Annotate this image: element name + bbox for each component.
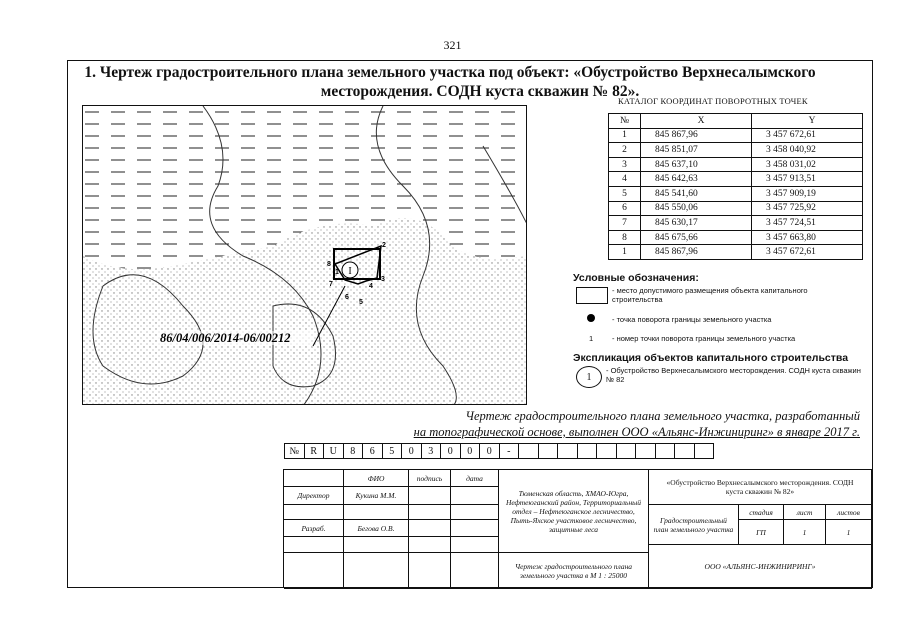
table-row — [609, 143, 863, 158]
drawing-name: Чертеж градостроительного плана земельного участка в М 1 : 25000 — [499, 553, 649, 589]
registration-cell — [519, 444, 539, 459]
registration-cell — [538, 444, 558, 459]
table-cell: 845 630,17 — [641, 216, 752, 231]
table-cell: 3 457 909,19 — [752, 186, 863, 201]
registration-cell — [675, 444, 695, 459]
legend-heading: Условные обозначения: — [573, 272, 699, 284]
table-row — [609, 128, 863, 143]
turning-point-label: 1 — [335, 269, 339, 276]
coordinates-table — [608, 113, 863, 260]
registration-cell — [694, 444, 714, 459]
object-name: «Обустройство Верхнесалымского месторождения. СОДН куста скважин № 82» — [649, 470, 872, 505]
table-cell: 845 675,66 — [641, 230, 752, 245]
explication-text: - Обустройство Верхнесалымского месторождения. СОДН куста скважин № 82 — [606, 366, 861, 384]
table-header-row — [609, 114, 863, 129]
table-row — [609, 157, 863, 172]
legend-item-point-number: - номер точки поворота границы земельного участка — [612, 334, 796, 343]
role-developer: Разраб. — [284, 520, 344, 537]
registration-cell: - — [499, 444, 519, 459]
turning-point-label: 4 — [369, 283, 373, 290]
stage-label: стадия — [739, 505, 784, 520]
turning-point-label: 6 — [345, 294, 349, 301]
registration-cell: 6 — [363, 444, 383, 459]
sheet-value: 1 — [784, 520, 826, 545]
title-block — [283, 469, 873, 588]
table-header-cell: Y — [752, 114, 863, 129]
registration-cell — [558, 444, 578, 459]
registration-cell — [597, 444, 617, 459]
plan-note-line-1: Чертеж градостроительного плана земельного участка, разработанный — [465, 409, 860, 423]
turning-point-dot-icon — [587, 314, 595, 322]
registration-cell — [636, 444, 656, 459]
registration-cell: U — [324, 444, 344, 459]
table-header-cell: X — [641, 114, 752, 129]
registration-cell — [577, 444, 597, 459]
sheet-label: лист — [784, 505, 826, 520]
table-cell: 5 — [609, 186, 641, 201]
table-row — [609, 172, 863, 187]
cadastral-number: 86/04/006/2014-06/00212 — [160, 331, 291, 345]
table-cell: 3 457 725,92 — [752, 201, 863, 216]
registration-cell: № — [285, 444, 305, 459]
table-row — [609, 186, 863, 201]
table-cell: 7 — [609, 216, 641, 231]
title-line-2: месторождения. СОДН куста скважин № 82». — [320, 83, 640, 100]
table-row — [609, 216, 863, 231]
table-cell: 845 851,07 — [641, 143, 752, 158]
turning-point-label: 5 — [359, 299, 363, 306]
registration-cell: 0 — [480, 444, 500, 459]
legend-item-placement: - место допустимого размещения объекта капитального строительства — [612, 286, 808, 304]
sheets-value: 1 — [826, 520, 872, 545]
table-cell: 845 541,60 — [641, 186, 752, 201]
registration-cell: 0 — [402, 444, 422, 459]
table-cell: 3 457 672,61 — [752, 128, 863, 143]
page-number: 321 — [443, 38, 462, 52]
name-director: Кукина М.М. — [344, 487, 409, 505]
table-cell: 3 457 663,80 — [752, 230, 863, 245]
table-cell: 845 637,10 — [641, 157, 752, 172]
explication-number-circle: 1 — [576, 366, 602, 388]
turning-point-label: 2 — [382, 242, 386, 249]
col-sign: подпись — [409, 470, 451, 487]
table-cell: 845 550,06 — [641, 201, 752, 216]
turning-point-label: 3 — [381, 276, 385, 283]
col-date: дата — [451, 470, 499, 487]
location-description: Тюменская область, ХМАО-Югра, Нефтеюганский район, Территориальный отдел – Нефтеюганское лесничество, Пыть-Яхское участковое лесничество, защитные леса — [499, 470, 649, 553]
legend-number-symbol: 1 — [589, 334, 594, 343]
table-cell: 3 457 724,51 — [752, 216, 863, 231]
table-cell: 1 — [609, 128, 641, 143]
registration-number-grid — [284, 443, 714, 459]
registration-cell: R — [304, 444, 324, 459]
table-cell: 3 458 040,92 — [752, 143, 863, 158]
table-cell: 845 642,63 — [641, 172, 752, 187]
registration-cell: 3 — [421, 444, 441, 459]
document-type: Градостроительный план земельного участка — [649, 505, 739, 545]
table-cell: 845 867,96 — [641, 128, 752, 143]
table-row — [609, 245, 863, 260]
registration-cell — [655, 444, 675, 459]
registration-cell — [616, 444, 636, 459]
legend-item-turning-point: - точка поворота границы земельного участка — [612, 315, 772, 324]
sheets-label: листов — [826, 505, 872, 520]
catalog-caption: КАТАЛОГ КООРДИНАТ ПОВОРОТНЫХ ТОЧЕК — [618, 96, 808, 106]
table-row — [609, 201, 863, 216]
table-cell: 845 867,96 — [641, 245, 752, 260]
registration-cell: 5 — [382, 444, 402, 459]
plan-note — [380, 408, 860, 440]
table-cell: 2 — [609, 143, 641, 158]
table-cell: 8 — [609, 230, 641, 245]
table-cell: 6 — [609, 201, 641, 216]
turning-point-label: 7 — [329, 281, 333, 288]
topographic-map — [82, 105, 527, 405]
role-director: Директор — [284, 487, 344, 505]
object-marker-label: I — [348, 266, 352, 277]
title-line-1: 1. Чертеж градостроительного плана земельного участка под объект: «Обустройство Верхнесалымского — [84, 64, 816, 81]
registration-cell: 8 — [343, 444, 363, 459]
explication-heading: Экспликация объектов капитального строительства — [573, 352, 849, 364]
registration-cell: 0 — [460, 444, 480, 459]
registration-cell: 0 — [441, 444, 461, 459]
company-name: ООО «АЛЬЯНС-ИНЖИНИРИНГ» — [649, 545, 872, 589]
table-cell: 3 457 913,51 — [752, 172, 863, 187]
table-cell: 3 — [609, 157, 641, 172]
plan-note-line-2: на топографической основе, выполнен ООО «Альянс-Инжиниринг» в январе 2017 г. — [413, 425, 860, 439]
placement-area-symbol — [576, 287, 608, 304]
table-row — [609, 230, 863, 245]
table-cell: 1 — [609, 245, 641, 260]
col-fio: ФИО — [344, 470, 409, 487]
table-cell: 4 — [609, 172, 641, 187]
stage-value: ГП — [739, 520, 784, 545]
turning-point-label: 8 — [327, 261, 331, 268]
name-developer: Бегова О.В. — [344, 520, 409, 537]
table-header-cell: № — [609, 114, 641, 129]
map-drawing — [83, 106, 527, 405]
table-cell: 3 457 672,61 — [752, 245, 863, 260]
table-cell: 3 458 031,02 — [752, 157, 863, 172]
